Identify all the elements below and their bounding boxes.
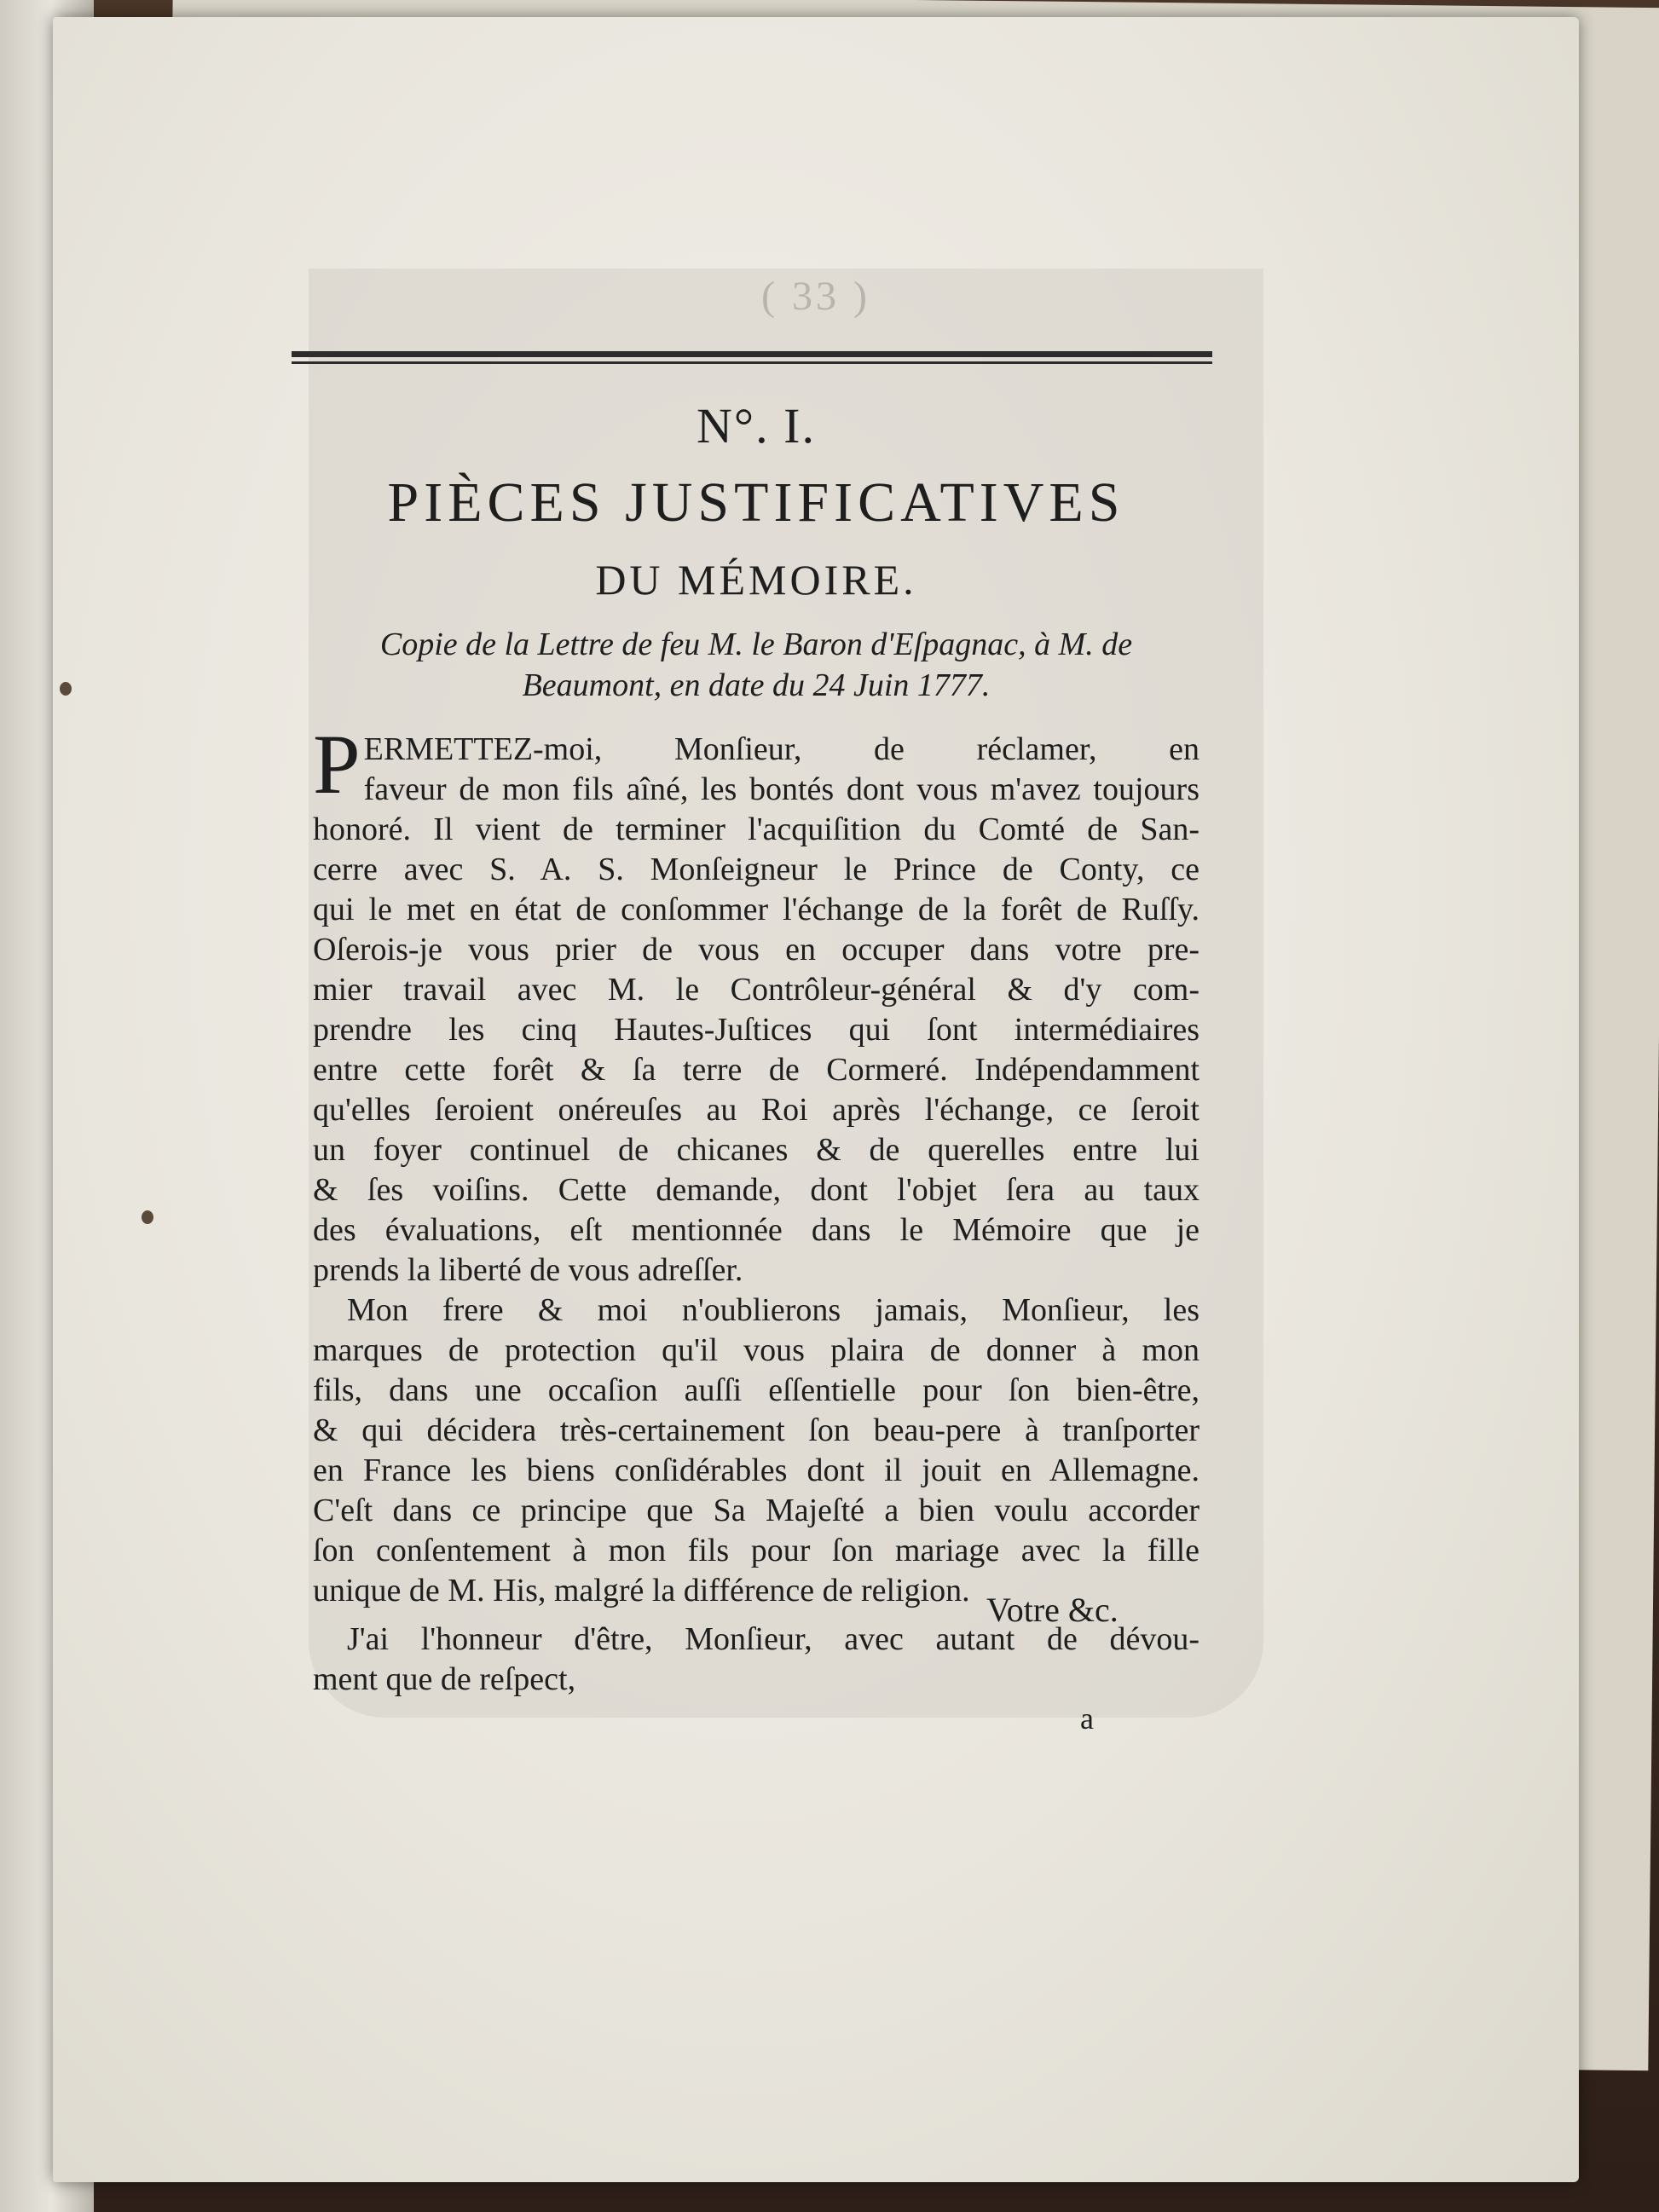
letter-line: qui le met en état de conſommer l'échange de la forêt de Ruſſy.	[313, 892, 1199, 927]
letter-line: Oſerois-je vous prier de vous en occuper dans votre pre-	[313, 932, 1199, 967]
page-subtitle: DU MÉMOIRE.	[595, 556, 917, 604]
header-rule	[292, 351, 1212, 364]
letter-line: & ſes voiſins. Cette demande, dont l'objet ſera au taux	[313, 1172, 1199, 1208]
letter-paragraph-3	[313, 1620, 1199, 1700]
caption-line: Copie de la Lettre de feu M. le Baron d'Eſpagnac, à M. de	[379, 627, 1133, 662]
letter-line: cerre avec S. A. S. Monſeigneur le Prince de Conty, ce	[313, 852, 1199, 887]
letter-line: J'ai l'honneur d'être, Monſieur, avec autant de dévou-	[347, 1621, 1199, 1657]
letter-caption	[313, 624, 1199, 706]
letter-line: faveur de mon fils aîné, les bontés dont vous m'avez toujours	[363, 771, 1199, 807]
letter-line: qu'elles ſeroient onéreuſes au Roi après l'échange, ce ſeroit	[313, 1092, 1199, 1128]
document-page	[53, 17, 1579, 2182]
page-title: PIÈCES JUSTIFICATIVES	[387, 471, 1125, 534]
letter-line: Mon frere & moi n'oublierons jamais, Monſieur, les	[347, 1292, 1199, 1328]
letter-line: des évaluations, eſt mentionnée dans le Mémoire que je	[313, 1212, 1199, 1248]
letter-line: honoré. Il vient de terminer l'acquiſition du Comté de San-	[313, 811, 1199, 847]
letter-line: prends la liberté de vous adreſſer.	[313, 1252, 743, 1288]
letter-line: entre cette forêt & ſa terre de Cormeré. Indépendamment	[313, 1052, 1199, 1088]
letter-line: ERMETTEZ-moi, Monſieur, de réclamer, en	[363, 731, 1199, 767]
letter-line: & qui décidera très-certainement ſon beau-pere à tranſporter	[313, 1412, 1199, 1448]
letter-line: prendre les cinq Hautes-Juſtices qui ſont intermédiaires	[313, 1012, 1199, 1048]
letter-line: en France les biens conſidérables dont il jouit en Allemagne.	[313, 1453, 1199, 1488]
letter-line: unique de M. His, malgré la différence de religion.	[313, 1573, 970, 1608]
page-number: ( 33 )	[761, 274, 870, 319]
letter-signoff: Votre &c.	[986, 1591, 1119, 1629]
letter-line: ſon conſentement à mon fils pour ſon mariage avec la fille	[313, 1533, 1199, 1568]
document-number: N°. I.	[697, 398, 816, 453]
drop-cap: P	[313, 717, 361, 811]
signature-mark: a	[1080, 1701, 1094, 1736]
text-block	[313, 392, 1199, 1700]
letter-line: ment que de reſpect,	[313, 1661, 576, 1697]
caption-line: Beaumont, en date du 24 Juin 1777.	[522, 667, 991, 703]
letter-line: un foyer continuel de chicanes & de querelles entre lui	[313, 1132, 1199, 1168]
letter-paragraph-1	[313, 717, 1199, 1291]
binding-hole	[142, 1210, 153, 1224]
letter-line: C'eſt dans ce principe que Sa Majeſté a bien voulu accorder	[313, 1493, 1199, 1528]
letter-line: marques de protection qu'il vous plaira de donner à mon	[313, 1332, 1199, 1368]
letter-line: fils, dans une occaſion auſſi eſſentielle pour ſon bien-être,	[313, 1372, 1199, 1408]
binding-hole	[60, 682, 72, 696]
letter-line: mier travail avec M. le Contrôleur-général & d'y com-	[313, 972, 1199, 1008]
letter-paragraph-2	[313, 1291, 1199, 1611]
